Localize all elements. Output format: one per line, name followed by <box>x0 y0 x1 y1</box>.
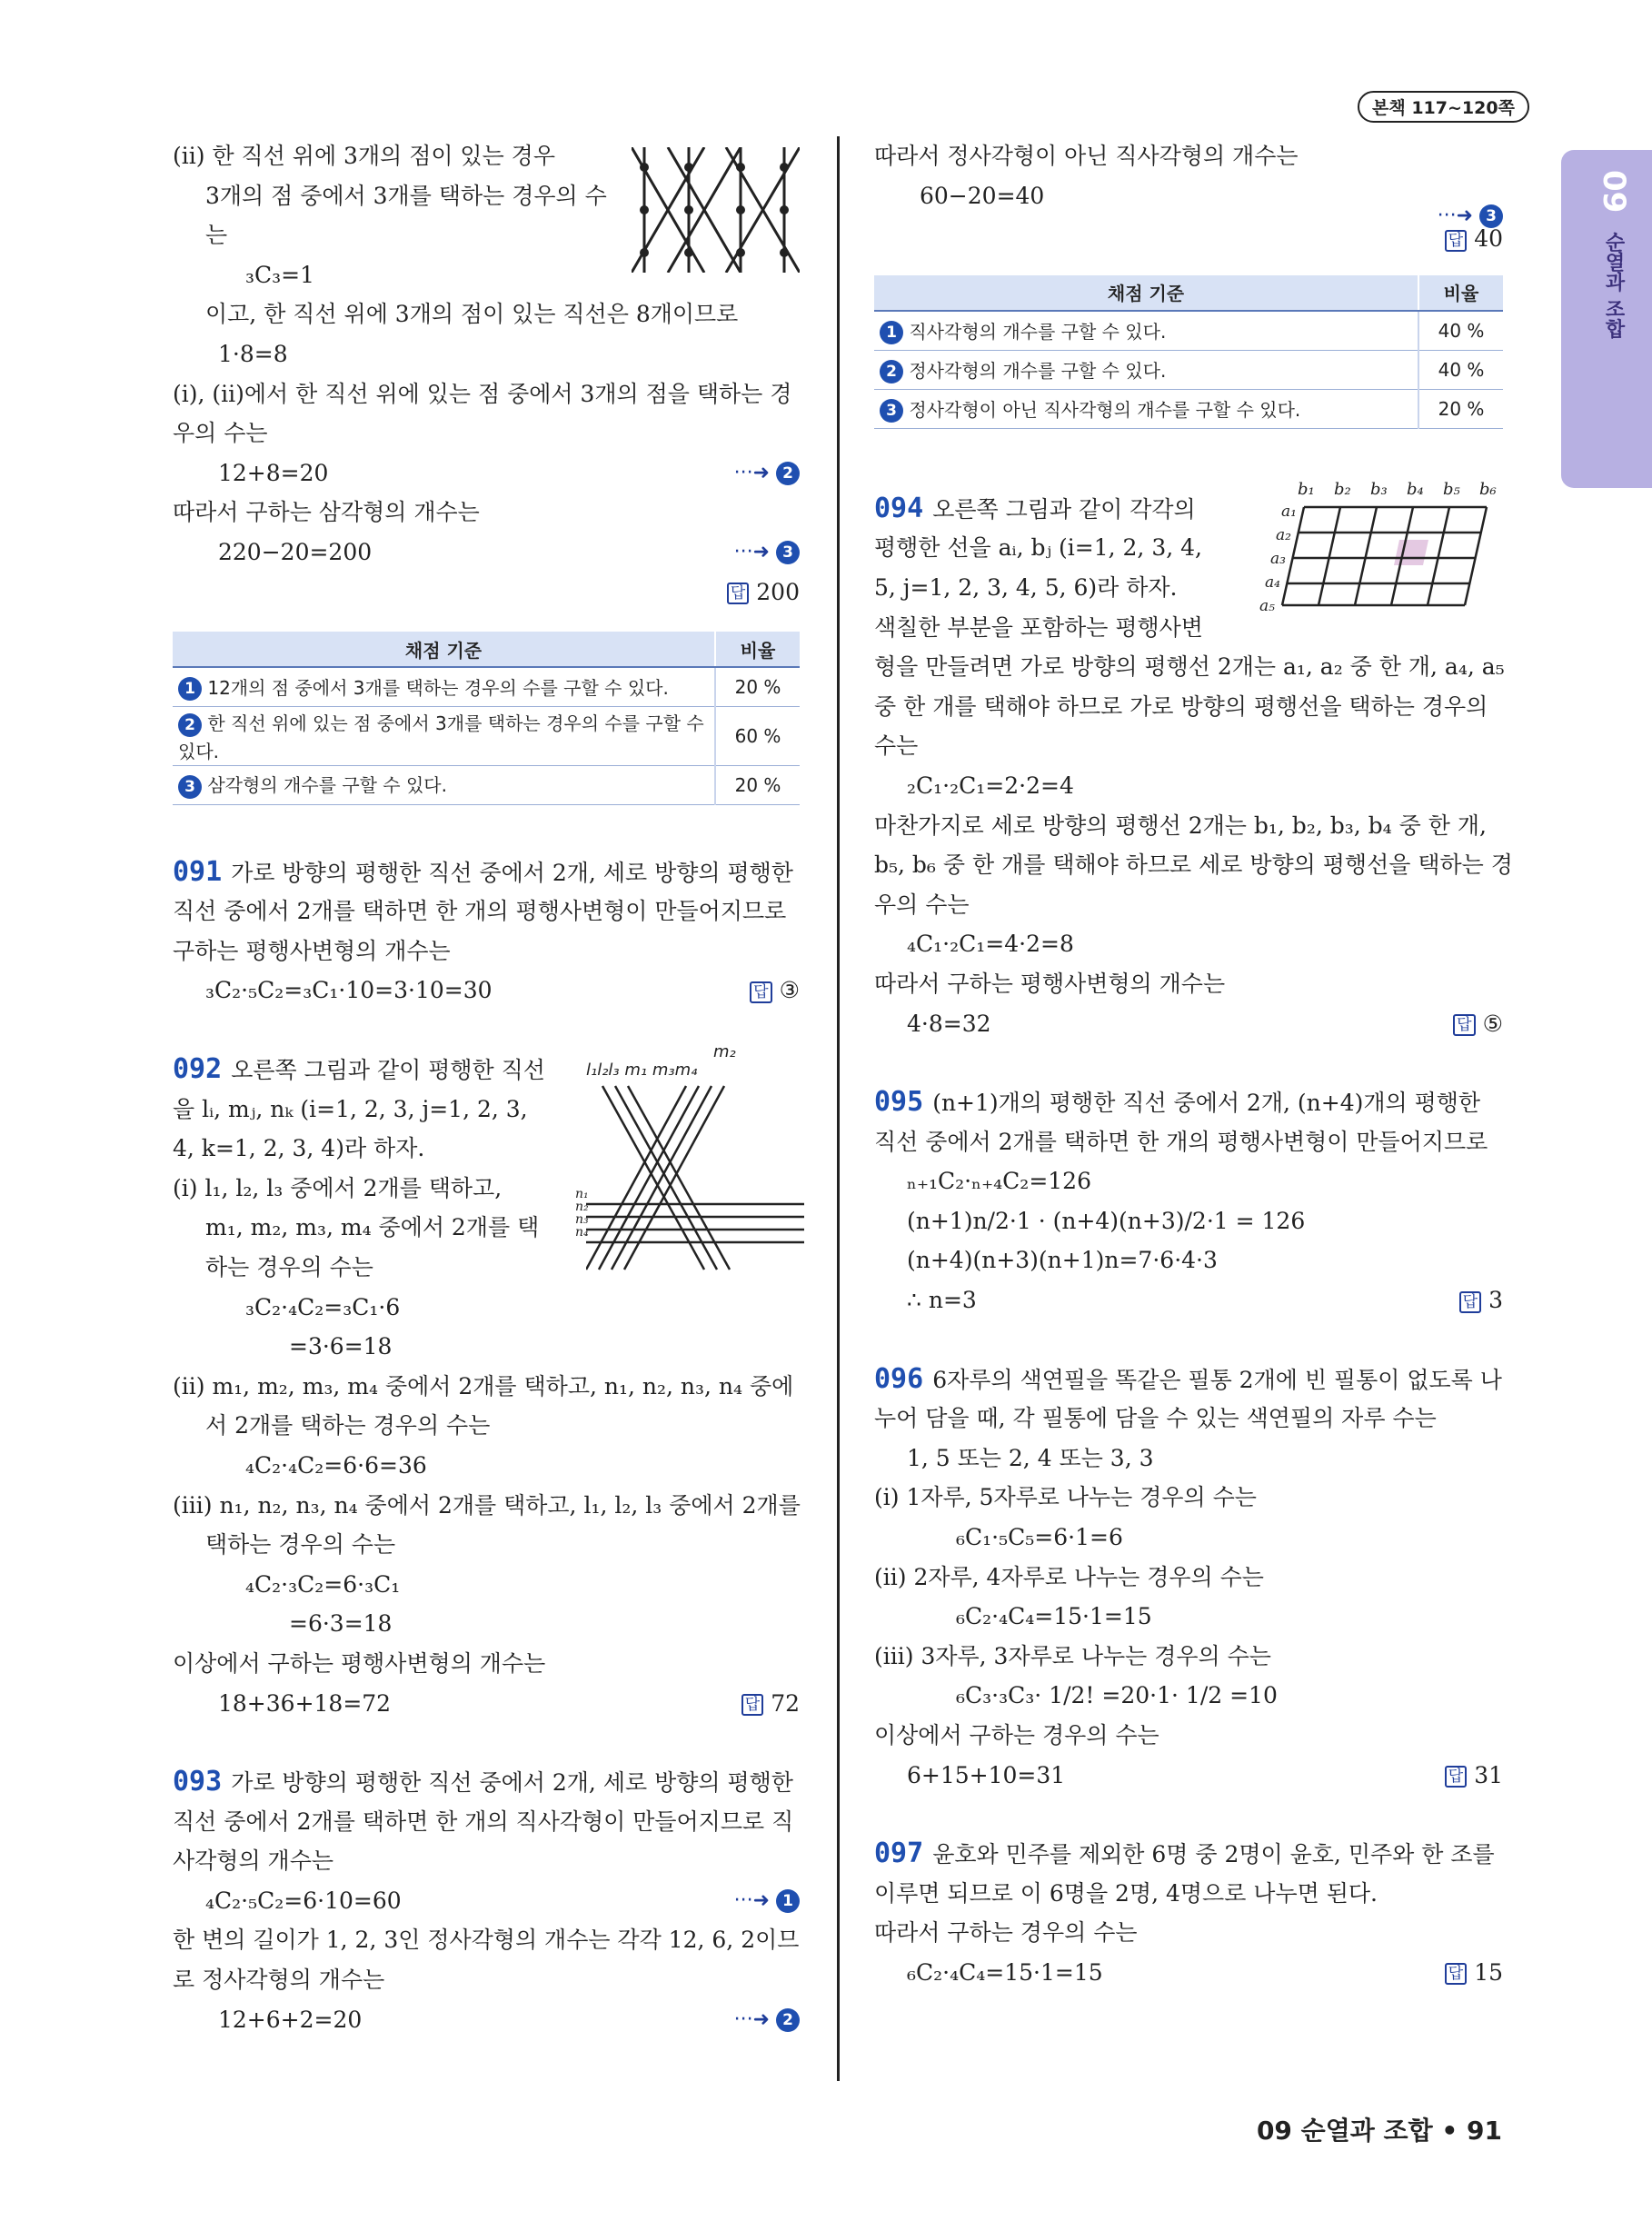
answer-line <box>173 573 800 613</box>
table-row <box>173 765 800 804</box>
column-divider <box>837 136 840 2081</box>
text-line: 하는 경우의 수는 <box>205 1253 373 1280</box>
text-line: (i) 1자루, 5자루로 나누는 경우의 수는 <box>874 1484 1257 1511</box>
table-header-criteria: 채점 기준 <box>874 275 1418 311</box>
right-column <box>874 136 1513 1993</box>
formula: (n+1)n/2·1 · (n+4)(n+3)/2·1 = 126 <box>907 1207 1306 1234</box>
problem-097 <box>874 1834 1503 1992</box>
text-line: (ii) m₁, m₂, m₃, m₄ 중에서 2개를 택하고, n₁, n₂, n₃, n₄ 중에 <box>173 1372 794 1399</box>
figure-labels-n: n₁ n₂ n₃ n₄ <box>575 1187 589 1240</box>
text-line: 따라서 구하는 경우의 수는 <box>874 1919 1138 1947</box>
ratio-cell: 40 % <box>1418 350 1503 389</box>
answer-tag-icon: 답 <box>1445 1963 1467 1985</box>
formula: ₂C₁·₂C₁=2·2=4 <box>907 772 1074 799</box>
answer-tag-icon: 답 <box>1445 1766 1467 1788</box>
answer-line <box>874 219 1503 259</box>
formula: ₙ₊₁C₂·ₙ₊₄C₂=126 <box>907 1168 1091 1195</box>
step-marker-3 <box>734 533 800 573</box>
formula-text: ∴ n=3 <box>907 1287 977 1314</box>
ratio-cell: 40 % <box>1418 311 1503 351</box>
formula <box>874 1004 1503 1044</box>
table-row <box>173 707 800 766</box>
text-line: 따라서 정사각형이 아닌 직사각형의 개수는 <box>874 143 1299 169</box>
text-line: (iii) 3자루, 3자루로 나누는 경우의 수는 <box>874 1642 1271 1669</box>
step-marker-2 <box>734 2000 800 2040</box>
text-line: 091 가로 방향의 평행한 직선 중에서 2개, 세로 방향의 평행한 <box>173 855 793 888</box>
chapter-side-tab[interactable] <box>1561 150 1652 488</box>
formula-text: ₃C₂·₅C₂=₃C₁·10=3·10=30 <box>205 977 493 1004</box>
formula <box>874 1280 1503 1320</box>
problem-number: 091 <box>173 855 223 888</box>
text-line: 직선 중에서 2개를 택하면 한 개의 평행사변형이 만들어지므로 <box>173 898 787 925</box>
left-column <box>173 136 800 2039</box>
text-line: 서 2개를 택하는 경우의 수는 <box>205 1412 491 1439</box>
figure-labels-a: a₁ a₂ a₃ a₄ a₅ <box>1259 502 1297 615</box>
text-line: m₁, m₂, m₃, m₄ 중에서 2개를 택 <box>205 1214 540 1241</box>
text-line: 이상에서 구하는 평행사변형의 개수는 <box>173 1649 546 1677</box>
step-number-icon: 3 <box>776 541 800 564</box>
table-row <box>874 311 1503 351</box>
problem-number: 097 <box>874 1838 924 1870</box>
problem-091 <box>173 852 800 1011</box>
formula <box>173 971 800 1011</box>
answer-tag-icon: 답 <box>741 1694 763 1716</box>
formula <box>874 1756 1503 1796</box>
figure-label-m2: m₂ <box>713 1042 736 1061</box>
formula: ₄C₂·₄C₂=6·6=36 <box>245 1451 427 1479</box>
answer: 답 31 <box>1445 1756 1503 1796</box>
text-line: 4, k=1, 2, 3, 4)라 하자. <box>173 1135 425 1162</box>
text-line: 096 6자루의 색연필을 똑같은 필통 2개에 빈 필통이 없도록 나 <box>874 1362 1502 1395</box>
text-line: 우의 수는 <box>874 891 970 918</box>
scoring-table-2 <box>874 275 1503 429</box>
problem-number: 093 <box>173 1766 223 1798</box>
criteria-text: 12개의 점 중에서 3개를 택하는 경우의 수를 구할 수 있다. <box>207 676 669 699</box>
text-line: 형을 만들려면 가로 방향의 평행선 2개는 a₁, a₂ 중 한 개, a₄, a₅ <box>874 653 1505 681</box>
problem-number: 096 <box>874 1362 924 1395</box>
step-number-icon: 2 <box>776 2008 800 2032</box>
formula <box>173 533 800 573</box>
step-number-icon: 3 <box>1479 204 1503 228</box>
step-marker-1 <box>734 1881 800 1921</box>
arrow-icon: ···➜ <box>1437 204 1473 227</box>
answer: 답 ③ <box>750 971 800 1011</box>
table-row <box>874 389 1503 428</box>
text-line: 이상에서 구하는 경우의 수는 <box>874 1722 1159 1748</box>
formula <box>173 453 800 493</box>
formula <box>874 1953 1503 1993</box>
text-line: 097 윤호와 민주를 제외한 6명 중 2명이 윤호, 민주와 한 조를 <box>874 1838 1495 1870</box>
formula-text: 4·8=32 <box>907 1010 991 1037</box>
answer: 답 ⑤ <box>1453 1004 1503 1044</box>
figure-labels-b: b₁ b₂ b₃ b₄ b₅ b₆ <box>1298 479 1497 499</box>
answer-tag-icon: 답 <box>1453 1014 1475 1036</box>
text-line: 사각형의 개수는 <box>173 1848 333 1875</box>
formula-text: 6+15+10=31 <box>907 1761 1066 1788</box>
answer-tag-icon: 답 <box>727 583 749 604</box>
step-number-icon: 3 <box>178 775 202 799</box>
problem-093 <box>173 1762 800 2039</box>
problem-096 <box>874 1360 1503 1796</box>
formula <box>173 1684 800 1724</box>
formula-text: 60−20=40 <box>920 182 1045 209</box>
answer: 답 15 <box>1445 1953 1503 1993</box>
step-number-icon: 1 <box>880 321 903 344</box>
criteria-text: 한 직선 위에 있는 점 중에서 3개를 택하는 경우의 수를 구할 수 있다. <box>178 712 704 762</box>
formula: ₃C₃=1 <box>245 261 315 288</box>
formula: 1·8=8 <box>218 340 288 367</box>
text-line: 중 한 개를 택해야 하므로 가로 방향의 평행선을 택하는 경우의 <box>874 692 1488 720</box>
text-line: 누어 담을 때, 각 필통에 담을 수 있는 색연필의 자루 수는 <box>874 1405 1437 1432</box>
text-line: b₅, b₆ 중 한 개를 택해야 하므로 세로 방향의 평행선을 택하는 경 <box>874 852 1513 879</box>
text-line: 우의 수는 <box>173 420 268 447</box>
problem-number: 094 <box>874 492 924 524</box>
formula <box>173 2000 800 2040</box>
formula-text: 12+6+2=20 <box>218 2006 363 2033</box>
formula-text: ₄C₂·₅C₂=6·10=60 <box>205 1887 402 1914</box>
answer-tag-icon: 답 <box>750 981 771 1003</box>
problem-092 <box>173 1042 801 1723</box>
text-line: 수는 <box>874 732 919 760</box>
figure-label-lm: l₁l₂l₃ m₁ m₃m₄ <box>586 1061 698 1080</box>
answer: 답 3 <box>1459 1280 1503 1320</box>
table-header-criteria: 채점 기준 <box>173 632 715 667</box>
text-line: 따라서 구하는 평행사변형의 개수는 <box>874 970 1226 997</box>
problem-095 <box>874 1082 1503 1320</box>
formula: =3·6=18 <box>289 1333 393 1360</box>
text-line: 092 오른쪽 그림과 같이 평행한 직선 <box>173 1053 545 1085</box>
step-number-icon: 2 <box>776 462 800 485</box>
formula-text: 12+8=20 <box>218 459 329 486</box>
answer: 답 200 <box>727 573 800 613</box>
step-marker-2 <box>734 453 800 493</box>
formula: ₄C₁·₂C₁=4·2=8 <box>907 931 1074 958</box>
formula-text: ₆C₂·₄C₄=15·1=15 <box>907 1958 1103 1986</box>
formula: =6·3=18 <box>289 1610 393 1638</box>
criteria-text: 삼각형의 개수를 구할 수 있다. <box>207 774 447 797</box>
text-line: 는 <box>205 222 228 249</box>
ratio-cell: 20 % <box>715 765 800 804</box>
text-line: (i), (ii)에서 한 직선 위에 있는 점 중에서 3개의 점을 택하는 경 <box>173 380 792 407</box>
text-line: 을 lᵢ, mⱼ, nₖ (i=1, 2, 3, j=1, 2, 3, <box>173 1095 528 1122</box>
text-line: 1, 5 또는 2, 4 또는 3, 3 <box>907 1444 1154 1471</box>
answer-tag-icon: 답 <box>1445 230 1467 252</box>
text-line: 095 (n+1)개의 평행한 직선 중에서 2개, (n+4)개의 평행한 <box>874 1086 1481 1119</box>
problem-number: 092 <box>173 1053 223 1085</box>
text-line: (i) l₁, l₂, l₃ 중에서 2개를 택하고, <box>173 1174 503 1201</box>
table-row <box>874 350 1503 389</box>
text-line: (iii) n₁, n₂, n₃, n₄ 중에서 2개를 택하고, l₁, l₂, l₃ 중에서 2개를 <box>173 1491 801 1519</box>
answer-tag-icon: 답 <box>1459 1291 1481 1313</box>
chapter-number: 09 <box>1596 170 1632 214</box>
text-line: 따라서 구하는 삼각형의 개수는 <box>173 499 480 526</box>
text-line: 구하는 평행사변형의 개수는 <box>173 937 451 964</box>
text-line: 3개의 점 중에서 3개를 택하는 경우의 수 <box>205 182 607 209</box>
answer: 답 72 <box>741 1684 800 1724</box>
ratio-cell: 60 % <box>715 707 800 766</box>
problem-090-continuation <box>173 136 800 612</box>
formula: ₆C₃·₃C₃· 1/2! =20·1· 1/2 =10 <box>956 1682 1278 1709</box>
text-line: 5, j=1, 2, 3, 4, 5, 6)라 하자. <box>874 573 1178 601</box>
arrow-icon: ···➜ <box>733 461 770 484</box>
formula: ₃C₂·₄C₂=₃C₁·6 <box>245 1293 401 1320</box>
problem-number: 095 <box>874 1086 924 1119</box>
formula: (n+4)(n+3)(n+1)n=7·6·4·3 <box>907 1247 1218 1274</box>
formula-text: 220−20=200 <box>218 538 373 565</box>
text-line: 색칠한 부분을 포함하는 평행사변 <box>874 613 1203 641</box>
text-line: 093 가로 방향의 평행한 직선 중에서 2개, 세로 방향의 평행한 <box>173 1766 793 1798</box>
table-row <box>173 667 800 707</box>
formula: ₄C₂·₃C₂=6·₃C₁ <box>245 1570 401 1598</box>
page-footer: 09 순열과 조합 • 91 <box>1256 2116 1502 2146</box>
arrow-icon: ···➜ <box>733 540 770 563</box>
text-line: 직선 중에서 2개를 택하면 한 개의 직사각형이 만들어지므로 직 <box>173 1808 794 1835</box>
problem-093-continuation <box>874 136 1503 259</box>
criteria-text: 직사각형의 개수를 구할 수 있다. <box>909 320 1167 343</box>
step-number-icon: 3 <box>880 399 903 423</box>
text-line: 마찬가지로 세로 방향의 평행선 2개는 b₁, b₂, b₃, b₄ 중 한 개, <box>874 812 1487 839</box>
step-number-icon: 1 <box>178 677 202 701</box>
text-line: 한 변의 길이가 1, 2, 3인 정사각형의 개수는 각각 12, 6, 2이므 <box>173 1927 800 1954</box>
text-line: 택하는 경우의 수는 <box>205 1531 396 1559</box>
answer: 답 40 <box>1445 219 1503 259</box>
step-number-icon: 1 <box>776 1889 800 1913</box>
criteria-text: 정사각형이 아닌 직사각형의 개수를 구할 수 있다. <box>909 398 1301 421</box>
formula: ₆C₁·₅C₅=6·1=6 <box>956 1524 1123 1551</box>
text-line: 이고, 한 직선 위에 3개의 점이 있는 직선은 8개이므로 <box>205 301 739 328</box>
text-line: 직선 중에서 2개를 택하면 한 개의 평행사변형이 만들어지므로 <box>874 1128 1488 1155</box>
ratio-cell: 20 % <box>715 667 800 707</box>
table-header-ratio: 비율 <box>1418 275 1503 311</box>
step-number-icon: 2 <box>178 713 202 737</box>
text-line: 이루면 되므로 이 6명을 2명, 4명으로 나누면 된다. <box>874 1879 1378 1907</box>
scoring-table-1 <box>173 632 800 805</box>
formula <box>874 176 1503 227</box>
arrow-icon: ···➜ <box>733 1888 770 1912</box>
text-line: 평행한 선을 aᵢ, bⱼ (i=1, 2, 3, 4, <box>874 534 1202 562</box>
text-line: (ii) 한 직선 위에 3개의 점이 있는 경우 <box>173 143 555 169</box>
text-line: 로 정사각형의 개수는 <box>173 1967 385 1994</box>
problem-094 <box>874 479 1513 1043</box>
criteria-text: 정사각형의 개수를 구할 수 있다. <box>909 359 1167 382</box>
table-header-ratio: 비율 <box>715 632 800 667</box>
text-line: 094 오른쪽 그림과 같이 각각의 <box>874 492 1196 524</box>
page-reference-badge: 본책 117~120쪽 <box>1358 91 1529 123</box>
chapter-title: 순열과 조합 <box>1602 232 1625 339</box>
text-line: (ii) 2자루, 4자루로 나누는 경우의 수는 <box>874 1563 1264 1590</box>
formula: ₆C₂·₄C₄=15·1=15 <box>956 1603 1152 1630</box>
ratio-cell: 20 % <box>1418 389 1503 428</box>
step-number-icon: 2 <box>880 360 903 383</box>
formula-text: 18+36+18=72 <box>218 1689 392 1717</box>
formula <box>173 1881 800 1921</box>
arrow-icon: ···➜ <box>733 2007 770 2031</box>
